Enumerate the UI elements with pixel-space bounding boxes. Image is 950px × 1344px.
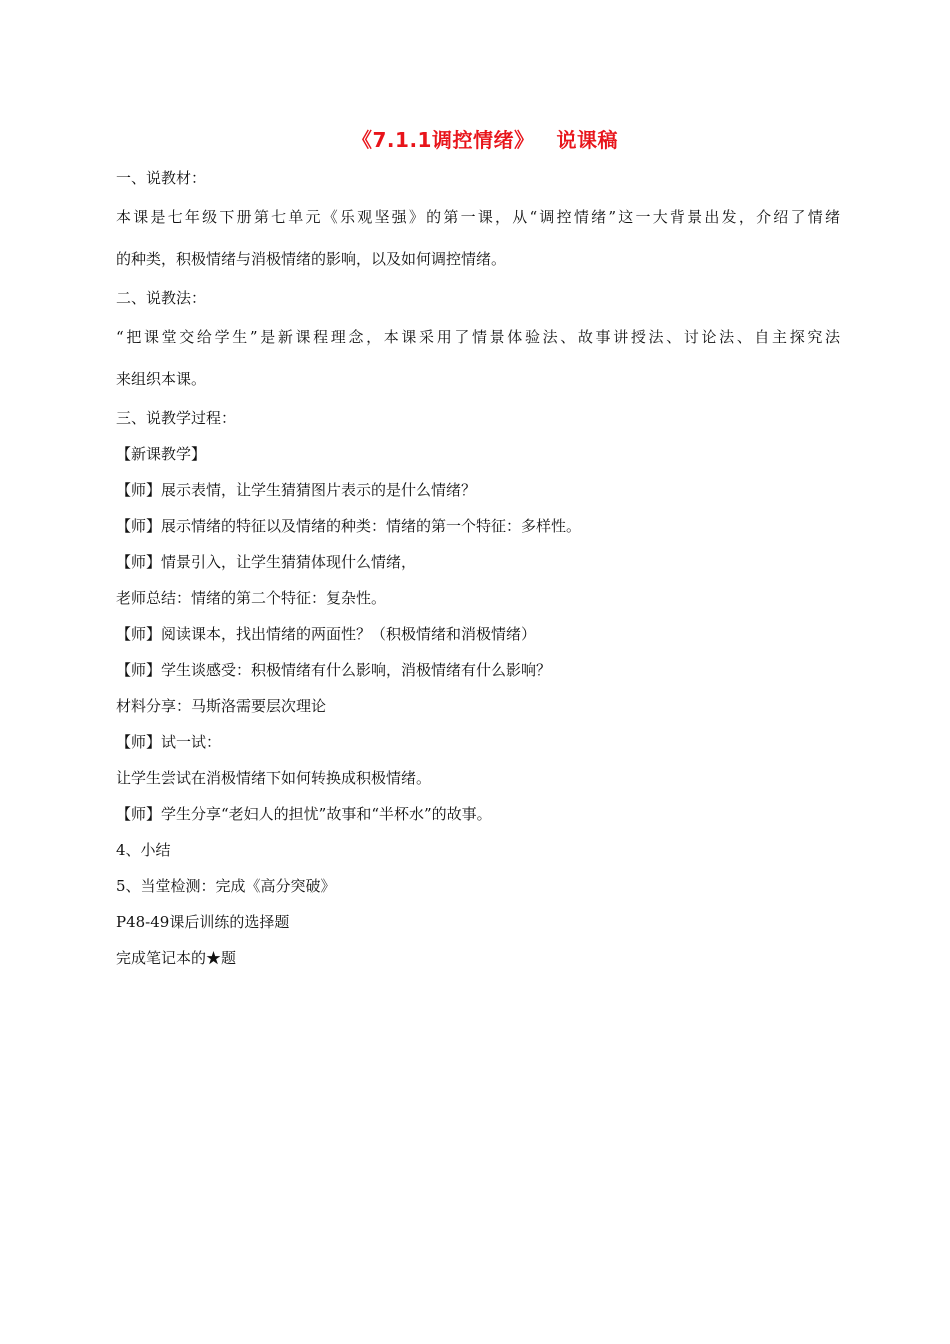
process-item: 【师】学生谈感受：积极情绪有什么影响，消极情绪有什么影响？ xyxy=(116,661,552,679)
textbook-paragraph-line-2: 的种类，积极情绪与消极情绪的影响，以及如何调控情绪。 xyxy=(116,250,507,268)
process-item: 【师】情景引入，让学生猜猜体现什么情绪， xyxy=(116,553,417,571)
textbook-paragraph-line-1: 本课是七年级下册第七单元《乐观坚强》的第一课，从“调控情绪”这一大背景出发，介绍了情绪 xyxy=(116,208,840,226)
document-title xyxy=(0,124,950,153)
document-body xyxy=(116,160,840,976)
process-item: 4、小结 xyxy=(116,841,171,859)
method-paragraph-line-1: “把课堂交给学生”是新课程理念，本课采用了情景体验法、故事讲授法、讨论法、自主探究法 xyxy=(116,328,840,346)
method-paragraph-line-2: 来组织本课。 xyxy=(116,370,207,388)
process-item: 【师】展示情绪的特征以及情绪的种类：情绪的第一个特征：多样性。 xyxy=(116,517,582,535)
process-item: 【师】试一试： xyxy=(116,733,222,751)
process-item: 完成笔记本的★题 xyxy=(116,949,237,967)
process-item: 【师】阅读课本，找出情绪的两面性？（积极情绪和消极情绪） xyxy=(116,625,537,643)
title-main: 《7.1.1调控情绪》 xyxy=(352,128,535,152)
process-item: 让学生尝试在消极情绪下如何转换成积极情绪。 xyxy=(116,769,432,787)
title-suffix: 说课稿 xyxy=(556,128,618,152)
section-heading-textbook: 一、说教材： xyxy=(116,169,207,187)
process-item: 5、当堂检测：完成《高分突破》 xyxy=(116,877,336,895)
process-item: 老师总结：情绪的第二个特征：复杂性。 xyxy=(116,589,387,607)
process-item: 【师】学生分享“老妇人的担忧”故事和“半杯水”的故事。 xyxy=(116,805,492,823)
process-item: 材料分享：马斯洛需要层次理论 xyxy=(116,697,327,715)
process-item: P48-49课后训练的选择题 xyxy=(116,913,290,931)
process-item: 【师】展示表情，让学生猜猜图片表示的是什么情绪？ xyxy=(116,481,477,499)
process-item: 【新课教学】 xyxy=(116,445,207,463)
section-heading-method: 二、说教法： xyxy=(116,289,207,307)
section-heading-process: 三、说教学过程： xyxy=(116,409,237,427)
